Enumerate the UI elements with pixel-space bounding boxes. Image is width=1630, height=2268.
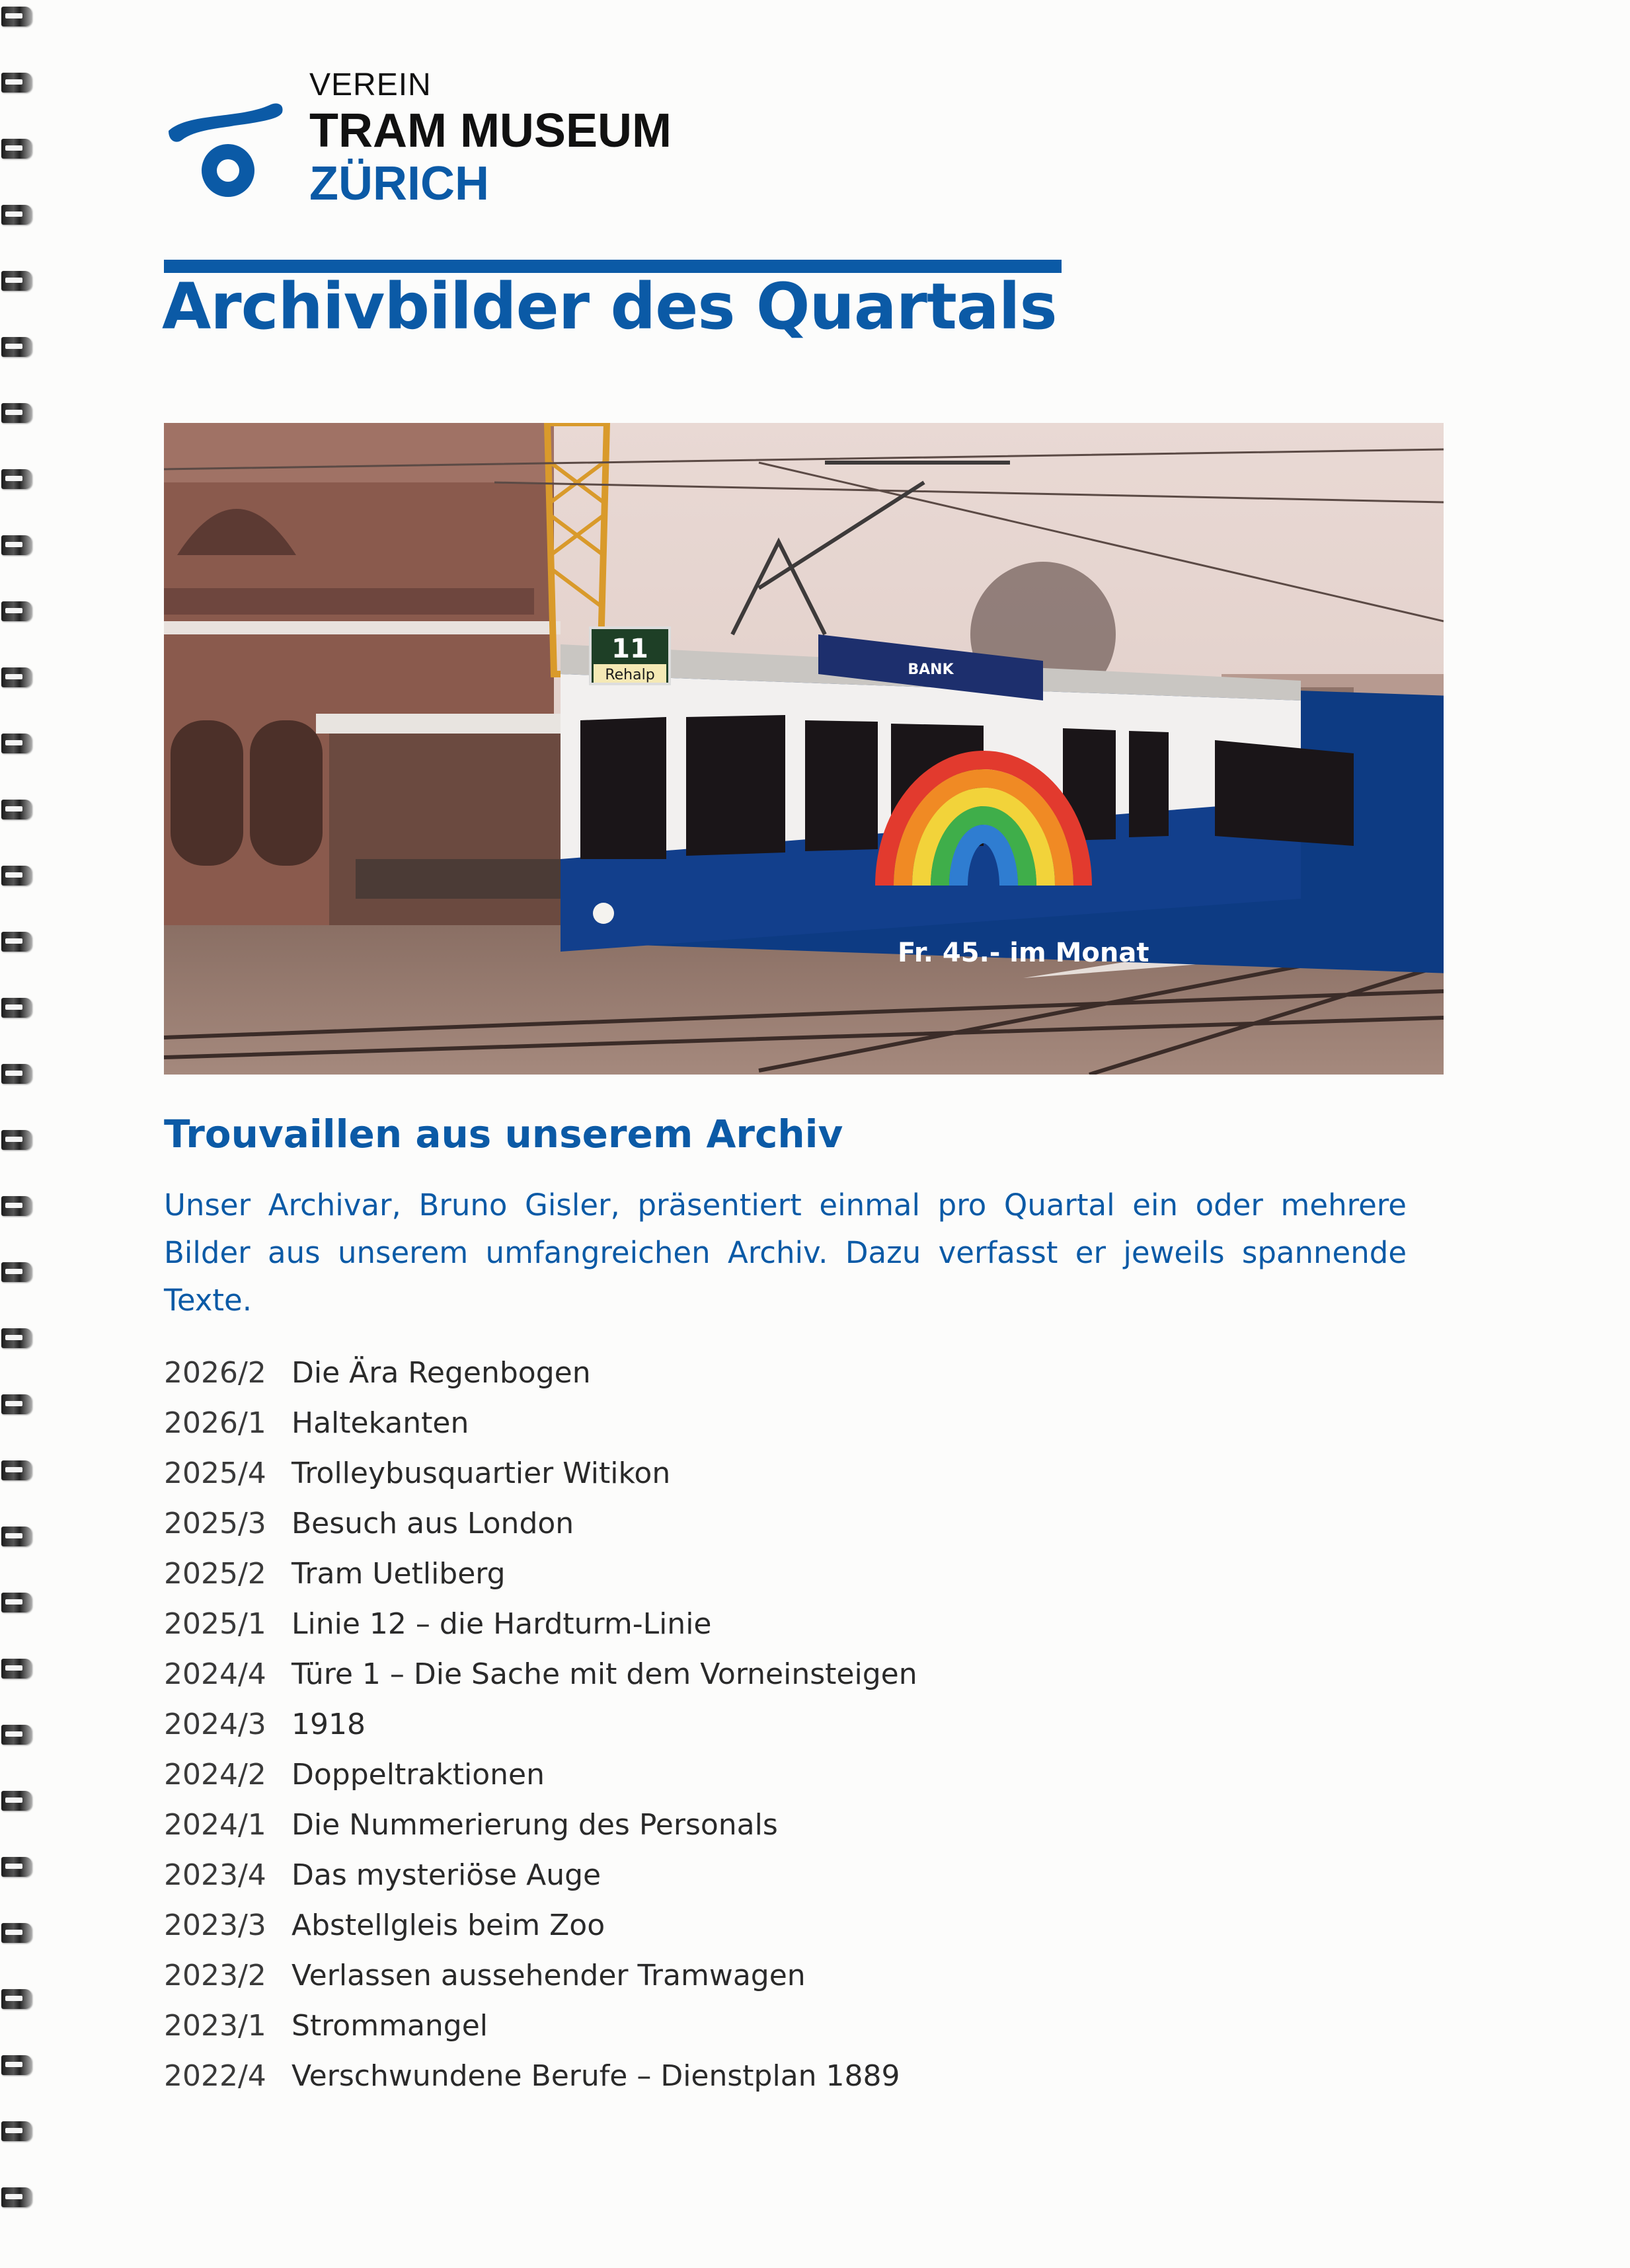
binding-ring bbox=[1, 7, 32, 26]
archive-title: Haltekanten bbox=[291, 1406, 469, 1440]
archive-list-item bbox=[164, 1951, 917, 2001]
archive-quarter: 2023/4 bbox=[164, 1858, 266, 1892]
archive-list-item bbox=[164, 1750, 917, 1800]
binding-ring bbox=[1, 2055, 32, 2075]
section-heading: Trouvaillen aus unserem Archiv bbox=[164, 1112, 843, 1156]
archive-title: Das mysteriöse Auge bbox=[291, 1858, 602, 1892]
archive-list-item bbox=[164, 1649, 917, 1700]
org-line-tram-museum: TRAM MUSEUM bbox=[309, 104, 672, 157]
archive-title: Doppeltraktionen bbox=[291, 1758, 545, 1792]
archive-list-item bbox=[164, 1800, 917, 1850]
archive-title: Die Ära Regenbogen bbox=[291, 1356, 591, 1390]
binding-ring bbox=[1, 1064, 32, 1084]
archive-list-item bbox=[164, 2001, 917, 2051]
binding-ring bbox=[1, 1394, 32, 1414]
binding-ring bbox=[1, 601, 32, 621]
binding-ring bbox=[1, 1989, 32, 2009]
binding-ring bbox=[1, 2121, 32, 2141]
binding-ring bbox=[1, 800, 32, 819]
archive-quarter: 2024/3 bbox=[164, 1708, 266, 1741]
spiral-binding bbox=[0, 0, 40, 2268]
archive-quarter: 2026/2 bbox=[164, 1356, 266, 1390]
archive-title: Trolleybusquartier Witikon bbox=[291, 1456, 671, 1490]
archive-title: Die Nummerierung des Personals bbox=[291, 1808, 778, 1842]
archive-title: Verschwundene Berufe – Dienstplan 1889 bbox=[291, 2059, 900, 2093]
archive-quarter: 2026/1 bbox=[164, 1406, 266, 1440]
tram-route-number: 11 bbox=[611, 634, 648, 664]
archive-list-item bbox=[164, 1499, 917, 1549]
binding-ring bbox=[1, 1725, 32, 1745]
archive-quarter: 2023/2 bbox=[164, 1959, 266, 1992]
binding-ring bbox=[1, 1130, 32, 1150]
archive-title: Verlassen aussehender Tramwagen bbox=[291, 1959, 806, 1992]
archive-list-item bbox=[164, 1449, 917, 1499]
archive-list-item bbox=[164, 1549, 917, 1599]
binding-ring bbox=[1, 1923, 32, 1943]
archive-photo-tram bbox=[164, 423, 1444, 1075]
binding-ring bbox=[1, 1791, 32, 1811]
archive-quarter: 2025/3 bbox=[164, 1507, 266, 1540]
binding-ring bbox=[1, 1857, 32, 1877]
binding-ring bbox=[1, 73, 32, 93]
archive-quarter: 2023/3 bbox=[164, 1909, 266, 1942]
binding-ring bbox=[1, 734, 32, 753]
org-line-verein: VEREIN bbox=[309, 67, 432, 102]
archive-quarter: 2025/1 bbox=[164, 1607, 266, 1641]
binding-ring bbox=[1, 535, 32, 555]
binding-ring bbox=[1, 205, 32, 225]
archive-title: Linie 12 – die Hardturm-Linie bbox=[291, 1607, 712, 1641]
archive-quarter: 2023/1 bbox=[164, 2009, 266, 2043]
tram-roof-ad: BANK bbox=[908, 662, 954, 678]
binding-ring bbox=[1, 337, 32, 357]
archive-list-item bbox=[164, 1850, 917, 1901]
tram-museum-logo-icon bbox=[162, 93, 294, 205]
binding-ring bbox=[1, 866, 32, 886]
archive-list-item bbox=[164, 1700, 917, 1750]
binding-ring bbox=[1, 932, 32, 952]
binding-ring bbox=[1, 1328, 32, 1348]
archive-title: Strommangel bbox=[291, 2009, 488, 2043]
binding-ring bbox=[1, 1659, 32, 1679]
archive-list-item bbox=[164, 1901, 917, 1951]
org-line-zurich: ZÜRICH bbox=[309, 157, 489, 210]
binding-ring bbox=[1, 469, 32, 489]
binding-ring bbox=[1, 1262, 32, 1282]
archive-list bbox=[164, 1348, 917, 2101]
tram-destination: Rehalp bbox=[605, 667, 655, 683]
tram-side-ad: Fr. 45.- im Monat bbox=[898, 938, 1149, 968]
archive-title: Türe 1 – Die Sache mit dem Vorneinsteigen bbox=[291, 1657, 917, 1691]
binding-ring bbox=[1, 271, 32, 291]
archive-list-item bbox=[164, 2051, 917, 2101]
binding-ring bbox=[1, 403, 32, 423]
archive-list-item bbox=[164, 1398, 917, 1449]
binding-ring bbox=[1, 139, 32, 159]
binding-ring bbox=[1, 1527, 32, 1546]
binding-ring bbox=[1, 1593, 32, 1612]
archive-title: 1918 bbox=[291, 1708, 366, 1741]
archive-quarter: 2025/2 bbox=[164, 1557, 266, 1591]
binding-ring bbox=[1, 667, 32, 687]
archive-quarter: 2025/4 bbox=[164, 1456, 266, 1490]
archive-title: Besuch aus London bbox=[291, 1507, 574, 1540]
archive-list-item bbox=[164, 1348, 917, 1398]
page-title: Archivbilder des Quartals bbox=[162, 270, 1057, 344]
binding-ring bbox=[1, 998, 32, 1018]
archive-quarter: 2024/4 bbox=[164, 1657, 266, 1691]
archive-quarter: 2022/4 bbox=[164, 2059, 266, 2093]
archive-title: Tram Uetliberg bbox=[291, 1557, 506, 1591]
section-intro: Unser Archivar, Bruno Gisler, präsentiert einmal pro Quartal ein oder mehrere Bilder aus unserem umfangreichen Archiv. Dazu verfasst er jeweils spannende Texte. bbox=[164, 1188, 1407, 1318]
organization-name bbox=[309, 66, 672, 210]
binding-ring bbox=[1, 1460, 32, 1480]
archive-title: Abstellgleis beim Zoo bbox=[291, 1909, 605, 1942]
binding-ring bbox=[1, 2187, 32, 2207]
archive-list-item bbox=[164, 1599, 917, 1649]
archive-quarter: 2024/2 bbox=[164, 1758, 266, 1792]
archive-quarter: 2024/1 bbox=[164, 1808, 266, 1842]
binding-ring bbox=[1, 1196, 32, 1216]
